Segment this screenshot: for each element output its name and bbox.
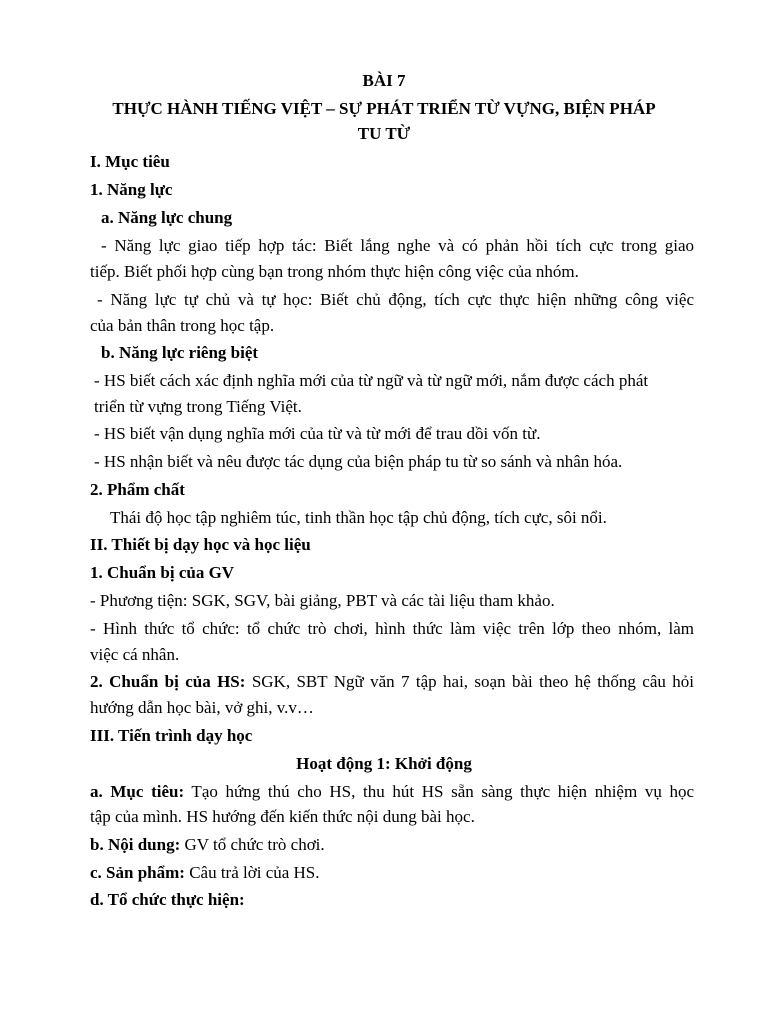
specific-competence-item-1-line-2: triển từ vựng trong Tiếng Việt. [94, 397, 302, 416]
objective-text: Tạo hứng thú cho HS, thu hút HS sẵn sàng thực hiện nhiệm vụ học [184, 782, 694, 801]
teacher-preparation-item-2-line-1: - Hình thức tổ chức: tổ chức trò chơi, hình thức làm việc trên lớp theo nhóm, làm [90, 619, 694, 638]
teacher-preparation-item-1: - Phương tiện: SGK, SGV, bài giảng, PBT và các tài liệu tham khảo. [90, 591, 555, 610]
objective-label: a. Mục tiêu: [90, 782, 185, 801]
section-1-sub-1: 1. Năng lực [90, 180, 173, 199]
content-text: GV tổ chức trò chơi. [180, 835, 325, 854]
student-preparation-line-1 [90, 672, 694, 692]
qualities-text: Thái độ học tập nghiêm túc, tinh thần học tập chủ động, tích cực, sôi nổi. [110, 508, 607, 527]
section-3-heading: III. Tiến trình dạy học [90, 726, 253, 745]
general-competence-item-2-line-1: - Năng lực tự chủ và tự học: Biết chủ động, tích cực thực hiện những công việc [97, 290, 694, 309]
content-line [90, 835, 325, 855]
lesson-number: BÀI 7 [362, 71, 406, 90]
general-competence-item-1-line-1: - Năng lực giao tiếp hợp tác: Biết lắng nghe và có phản hồi tích cực trong giao [101, 236, 694, 255]
content-label: b. Nội dung: [90, 835, 181, 854]
teacher-preparation-item-2-line-2: việc cá nhân. [90, 645, 180, 664]
section-1-heading: I. Mục tiêu [90, 152, 170, 171]
product-label: c. Sản phẩm: [90, 863, 185, 882]
product-text: Câu trả lời của HS. [184, 863, 320, 882]
teacher-preparation-heading: 1. Chuẩn bị của GV [90, 563, 235, 582]
lesson-title-line-1: THỰC HÀNH TIẾNG VIỆT – SỰ PHÁT TRIỂN TỪ VỰNG, BIỆN PHÁP [112, 99, 656, 118]
section-2-heading: II. Thiết bị dạy học và học liệu [90, 535, 311, 554]
objective-line-2: tập của mình. HS hướng đến kiến thức nội dung bài học. [90, 807, 475, 826]
qualities-heading: 2. Phẩm chất [90, 480, 185, 499]
student-preparation-label: 2. Chuẩn bị của HS: [90, 672, 246, 691]
student-preparation-text: SGK, SBT Ngữ văn 7 tập hai, soạn bài theo hệ thống câu hỏi [245, 672, 694, 691]
specific-competence-item-3: - HS nhận biết và nêu được tác dụng của biện pháp tu từ so sánh và nhân hóa. [94, 452, 623, 471]
objective-line-1 [90, 782, 694, 802]
general-competence-heading: a. Năng lực chung [101, 208, 233, 227]
specific-competence-item-2: - HS biết vận dụng nghĩa mới của từ và từ mới để trau dồi vốn từ. [94, 424, 541, 443]
general-competence-item-2-line-2: của bản thân trong học tập. [90, 316, 275, 335]
student-preparation-line-2: hướng dẫn học bài, vở ghi, v.v… [90, 698, 314, 717]
general-competence-item-1-line-2: tiếp. Biết phối hợp cùng bạn trong nhóm thực hiện công việc của nhóm. [90, 262, 579, 281]
product-line [90, 863, 320, 883]
specific-competence-heading: b. Năng lực riêng biệt [101, 343, 259, 362]
specific-competence-item-1-line-1: - HS biết cách xác định nghĩa mới của từ ngữ và từ ngữ mới, nắm được cách phát [94, 371, 649, 390]
implementation-label: d. Tổ chức thực hiện: [90, 890, 245, 909]
activity-1-title: Hoạt động 1: Khởi động [296, 754, 472, 773]
lesson-title-line-2: TU TỪ [357, 124, 411, 143]
